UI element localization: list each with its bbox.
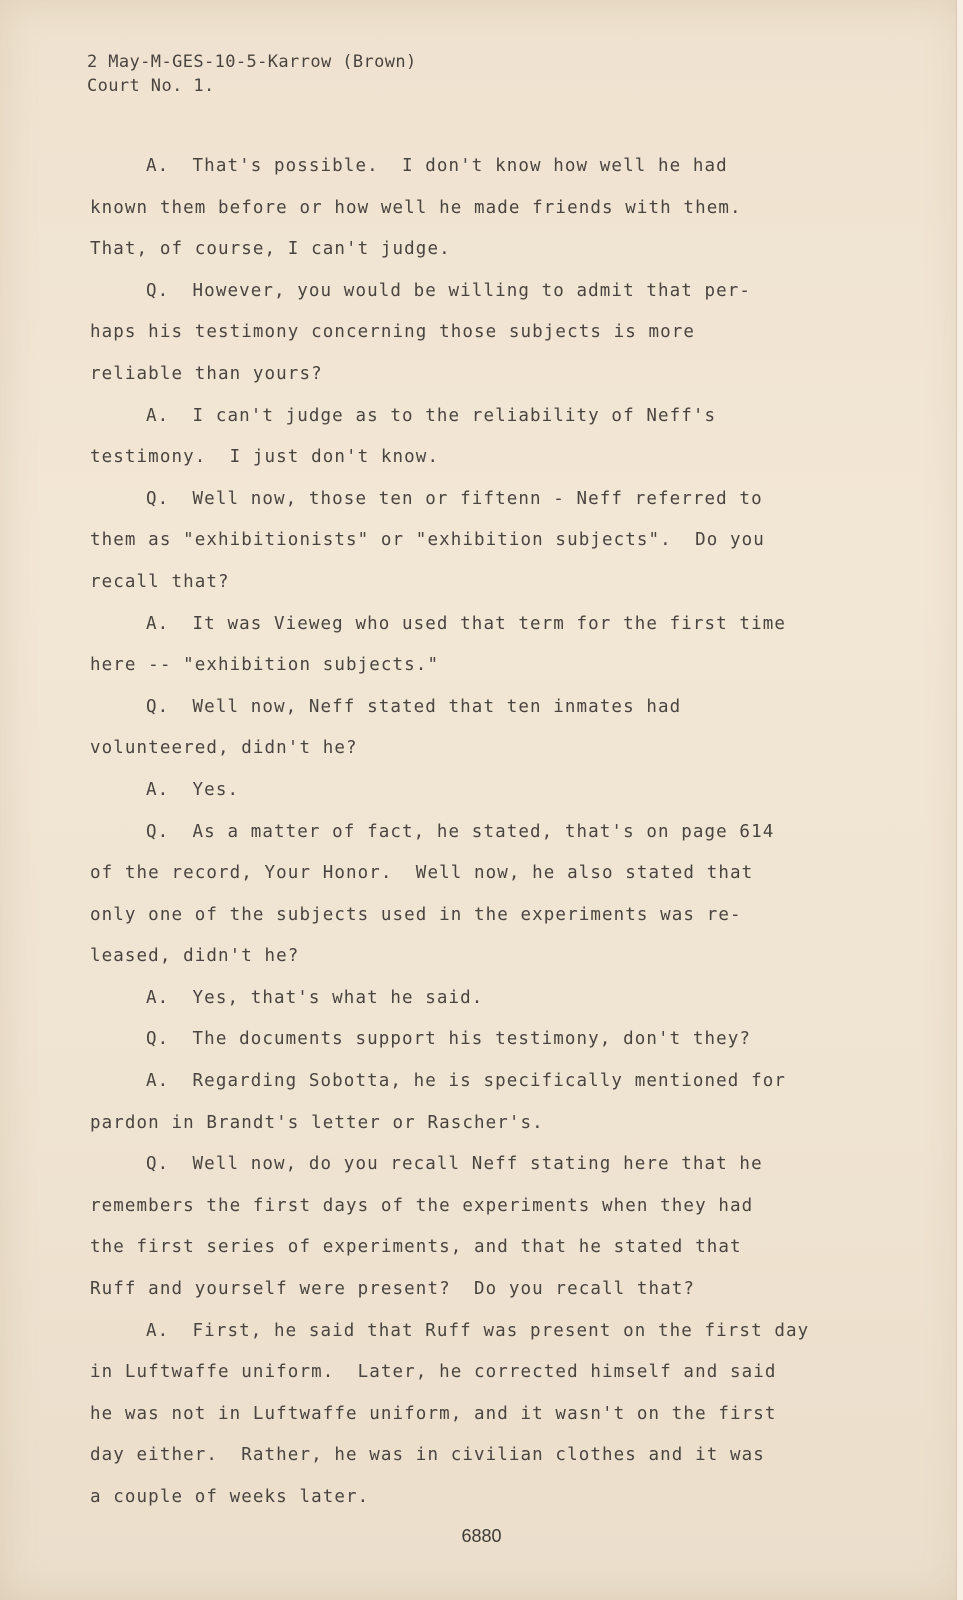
- text-line: volunteered, didn't he?: [90, 738, 358, 759]
- text-line: Ruff and yourself were present? Do you recall that?: [90, 1279, 696, 1300]
- answer-line: A. Yes.: [146, 779, 240, 800]
- text-line: leased, didn't he?: [90, 946, 300, 967]
- answer-line: A. Regarding Sobotta, he is specifically mentioned for: [146, 1071, 786, 1092]
- question-line: Q. Well now, Neff stated that ten inmates had: [146, 696, 682, 717]
- text-line: haps his testimony concerning those subjects is more: [90, 322, 696, 343]
- case-reference: 2 May-M-GES-10-5-Karrow (Brown): [87, 52, 417, 72]
- transcript-body: [90, 146, 860, 1519]
- text-line: only one of the subjects used in the experiments was re-: [90, 904, 742, 925]
- text-line: That, of course, I can't judge.: [90, 239, 451, 260]
- court-number: Court No. 1.: [87, 76, 215, 96]
- answer-line: A. That's possible. I don't know how well he had: [146, 156, 728, 176]
- text-line: pardon in Brandt's letter or Rascher's.: [90, 1112, 544, 1133]
- text-line: recall that?: [90, 571, 230, 592]
- question-line: Q. Well now, do you recall Neff stating here that he: [146, 1154, 763, 1175]
- text-line: day either. Rather, he was in civilian clothes and it was: [90, 1445, 765, 1466]
- text-line: remembers the first days of the experiments when they had: [90, 1195, 754, 1216]
- question-line: Q. As a matter of fact, he stated, that's on page 614: [146, 821, 775, 842]
- question-line: Q. However, you would be willing to admit that per-: [146, 280, 752, 301]
- document-header: [87, 50, 417, 98]
- text-line: in Luftwaffe uniform. Later, he corrected himself and said: [90, 1362, 777, 1383]
- answer-line: A. First, he said that Ruff was present on the first day: [146, 1320, 810, 1341]
- text-line: known them before or how well he made friends with them.: [90, 197, 742, 218]
- answer-line: A. Yes, that's what he said.: [146, 987, 484, 1008]
- page-number: 6880: [461, 1526, 502, 1546]
- answer-line: A. I can't judge as to the reliability of Neff's: [146, 405, 717, 426]
- answer-line: A. It was Vieweg who used that term for the first time: [146, 613, 786, 634]
- question-line: Q. Well now, those ten or fiftenn - Neff referred to: [146, 488, 763, 509]
- text-line: here -- "exhibition subjects.": [90, 655, 440, 676]
- text-line: them as "exhibitionists" or "exhibition subjects". Do you: [90, 530, 765, 551]
- question-line: Q. The documents support his testimony, don't they?: [146, 1029, 752, 1050]
- text-line: he was not in Luftwaffe uniform, and it wasn't on the first: [90, 1403, 777, 1424]
- text-line: of the record, Your Honor. Well now, he also stated that: [90, 863, 754, 884]
- text-line: reliable than yours?: [90, 363, 323, 384]
- text-line: testimony. I just don't know.: [90, 447, 440, 468]
- text-line: a couple of weeks later.: [90, 1487, 370, 1507]
- text-line: the first series of experiments, and that he stated that: [90, 1237, 742, 1258]
